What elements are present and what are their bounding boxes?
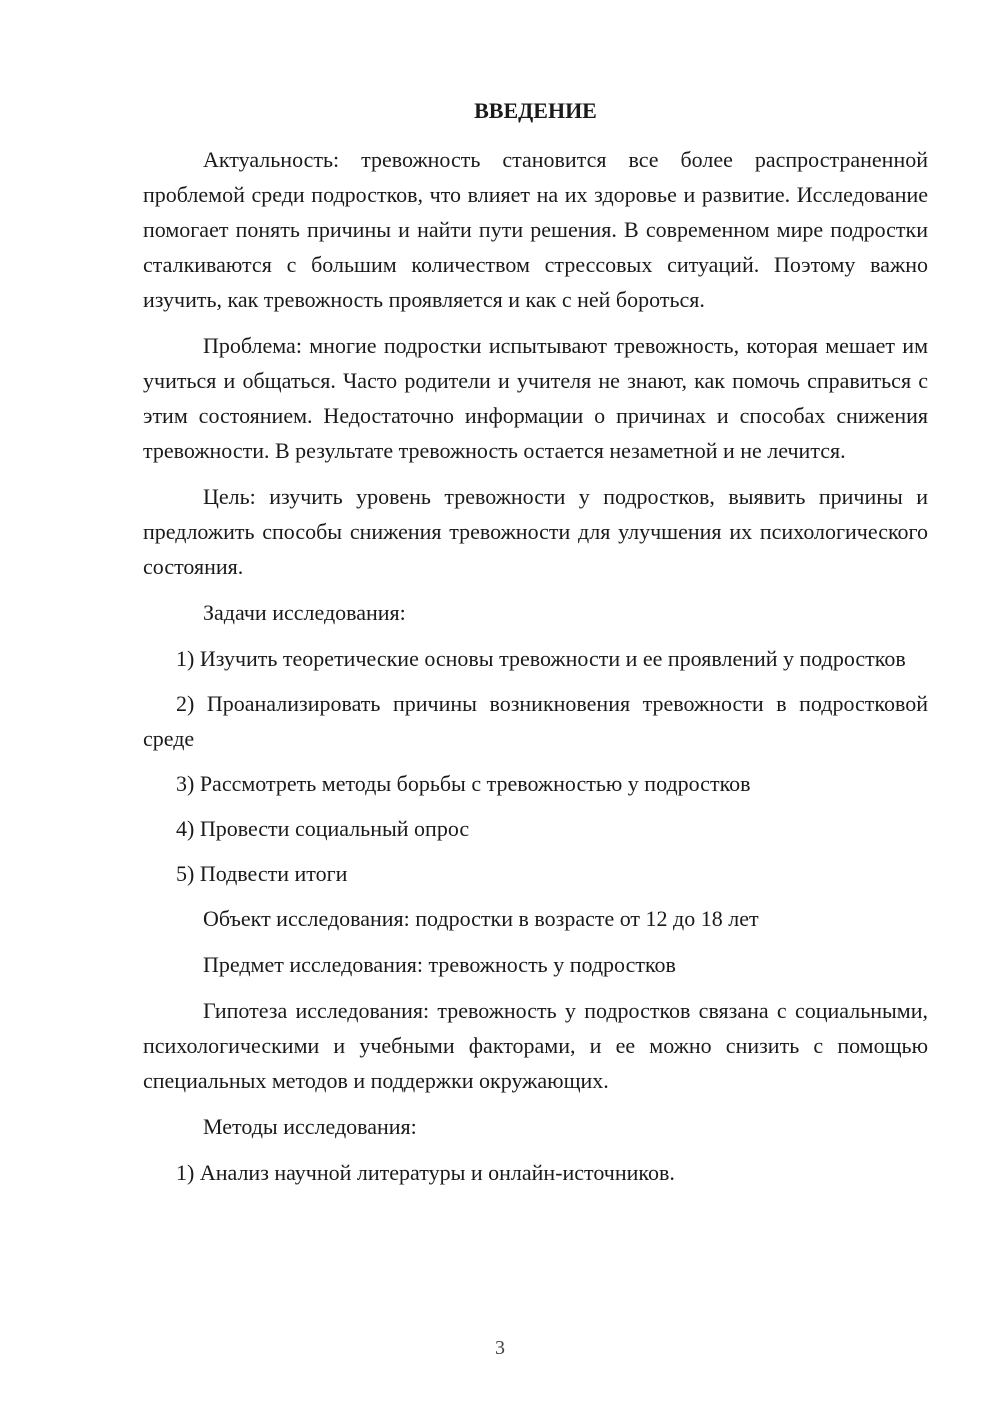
document-body [143,142,928,1200]
task-item-2: 2) Проанализировать причины возникновения тревожности в подростковой среде [143,691,928,751]
page-number: 3 [495,1337,505,1359]
subject-paragraph: Предмет исследования: тревожность у подростков [203,952,676,977]
task-item-4: 4) Провести социальный опрос [176,816,470,841]
method-item-1: 1) Анализ научной литературы и онлайн-источников. [176,1160,675,1185]
methods-heading: Методы исследования: [203,1114,417,1139]
page-title: ВВЕДЕНИЕ [474,98,597,123]
hypothesis-paragraph: Гипотеза исследования: тревожность у подростков связана с социальными, психологическими и учебными факторами, и ее можно снизить с помощью специальных методов и поддержки окружающих. [143,998,928,1093]
relevance-paragraph: Актуальность: тревожность становится все более распространенной проблемой среди подростков, что влияет на их здоровье и развитие. Исследование помогает понять причины и найти пути решения. В современном мире подростки сталкиваются с большим количеством стрессовых ситуаций. Поэтому важно изучить, как тревожность проявляется и как с ней бороться. [143,147,928,312]
goal-paragraph: Цель: изучить уровень тревожности у подростков, выявить причины и предложить способы снижения тревожности для улучшения их психологического состояния. [143,484,928,579]
task-item-5: 5) Подвести итоги [176,861,348,886]
object-paragraph: Объект исследования: подростки в возрасте от 12 до 18 лет [203,906,759,931]
tasks-heading: Задачи исследования: [203,600,406,625]
problem-paragraph: Проблема: многие подростки испытывают тревожность, которая мешает им учиться и общаться. Часто родители и учителя не знают, как помочь справиться с этим состоянием. Недостаточно информации о причинах и способах снижения тревожности. В результате тревожность остается незаметной и не лечится. [143,333,928,463]
task-item-3: 3) Рассмотреть методы борьбы с тревожностью у подростков [176,771,751,796]
task-item-1: 1) Изучить теоретические основы тревожности и ее проявлений у подростков [176,646,906,671]
